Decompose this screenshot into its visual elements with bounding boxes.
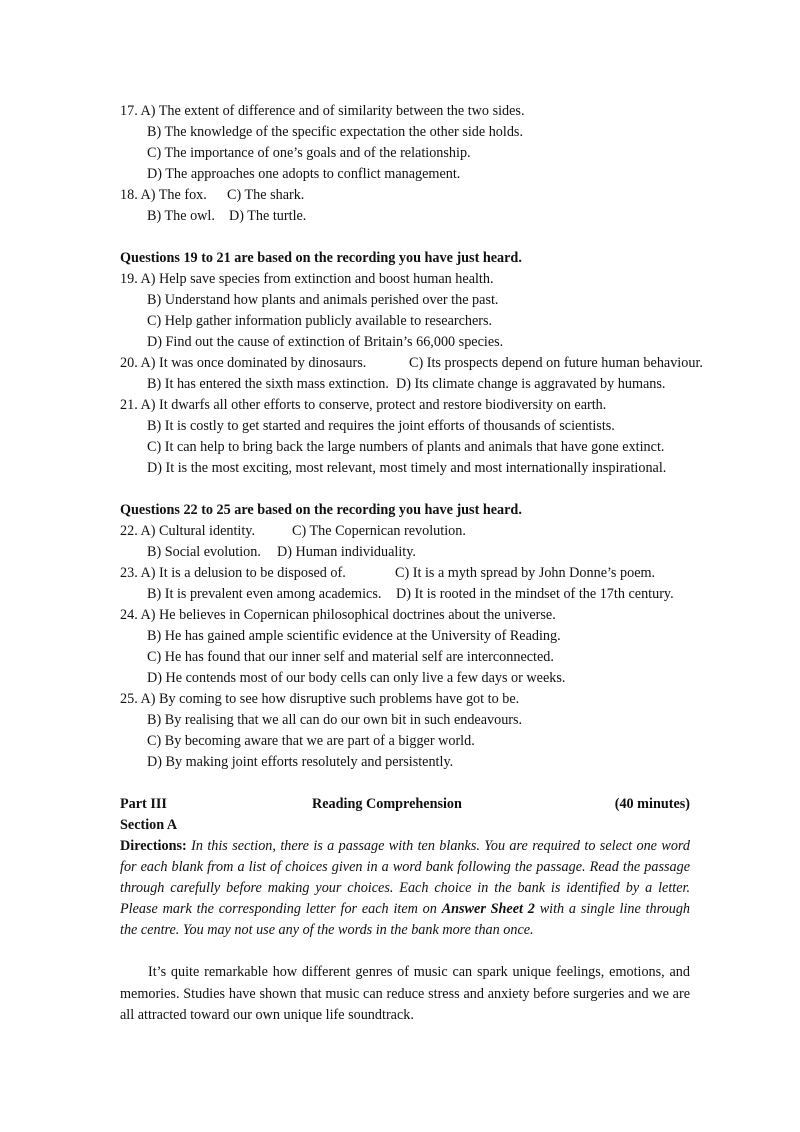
q22-option-b: B) Social evolution. [147, 544, 261, 560]
section-label: Section A [120, 817, 178, 833]
directions-text-2: with a single line through the centre. You may not use any of the words in the bank more than once. [120, 901, 691, 938]
q21-option-c: C) It can help to bring back the large numbers of plants and animals that have gone extinct. [147, 439, 665, 455]
q17-option-a: 17. A) The extent of difference and of similarity between the two sides. [120, 103, 525, 119]
q19-option-c: C) Help gather information publicly available to researchers. [147, 313, 493, 329]
directions [120, 836, 690, 941]
q19-option-d: D) Find out the cause of extinction of Britain’s 66,000 species. [147, 334, 504, 350]
directions-text-1: In this section, there is a passage with ten blanks. You are required to select one word for each blank from a list of choices given in a word bank following the passage. Read the passage through carefully before making your choices. Each choice in the bank is identified by a letter. Please mark the corresponding letter for each item on [120, 838, 691, 917]
directions-label: Directions: [120, 838, 187, 854]
q24-option-a: 24. A) He believes in Copernican philosophical doctrines about the universe. [120, 607, 556, 623]
q18-option-a: 18. A) The fox. [120, 187, 207, 203]
passage-text: It’s quite remarkable how different genres of music can spark unique feelings, emotions, and memories. Studies have shown that music can reduce stress and anxiety before surgeries and we are all attracted toward our own unique life soundtrack. [120, 964, 690, 1023]
q18-row-2 [120, 206, 690, 227]
q19-option-b: B) Understand how plants and animals perished over the past. [147, 292, 499, 308]
q17-option-c: C) The importance of one’s goals and of the relationship. [147, 145, 471, 161]
part-title: Reading Comprehension [312, 796, 462, 812]
q19-option-a: 19. A) Help save species from extinction and boost human health. [120, 271, 494, 287]
q21-option-a: 21. A) It dwarfs all other efforts to conserve, protect and restore biodiversity on earth. [120, 397, 607, 413]
q22-option-c: C) The Copernican revolution. [292, 523, 466, 539]
q22-row-2 [120, 542, 690, 563]
answer-sheet-label: Answer Sheet 2 [441, 901, 535, 917]
q17-option-d: D) The approaches one adopts to conflict management. [147, 166, 461, 182]
q24-option-b: B) He has gained ample scientific evidence at the University of Reading. [147, 628, 561, 644]
q18-option-b: B) The owl. [147, 208, 215, 224]
q21-option-b: B) It is costly to get started and requires the joint efforts of thousands of scientists. [147, 418, 615, 434]
q25-option-d: D) By making joint efforts resolutely and persistently. [147, 754, 454, 770]
q24-option-d: D) He contends most of our body cells can only live a few days or weeks. [147, 670, 566, 686]
part-time: (40 minutes) [614, 796, 690, 812]
q20-option-a: 20. A) It was once dominated by dinosaurs. [120, 355, 367, 371]
q20-row-2 [120, 374, 690, 395]
q21-option-d: D) It is the most exciting, most relevant, most timely and most internationally inspirational. [147, 460, 667, 476]
passage [120, 962, 690, 1027]
part-heading [120, 794, 690, 815]
q17-option-b: B) The knowledge of the specific expectation the other side holds. [147, 124, 523, 140]
q24-option-c: C) He has found that our inner self and material self are interconnected. [147, 649, 554, 665]
q23-row-2 [120, 584, 690, 605]
q18-option-d: D) The turtle. [229, 208, 307, 224]
q20-option-b: B) It has entered the sixth mass extinction. [147, 376, 389, 392]
part-label: Part III [120, 796, 167, 812]
section-heading-19-21: Questions 19 to 21 are based on the recording you have just heard. [120, 250, 522, 266]
q20-option-c: C) Its prospects depend on future human behaviour. [409, 355, 703, 371]
q20-option-d: D) Its climate change is aggravated by humans. [396, 376, 666, 392]
q23-option-c: C) It is a myth spread by John Donne’s poem. [395, 565, 656, 581]
q18-option-c: C) The shark. [227, 187, 305, 203]
q25-option-c: C) By becoming aware that we are part of a bigger world. [147, 733, 475, 749]
page-content [120, 101, 703, 1027]
section-heading-22-25: Questions 22 to 25 are based on the recording you have just heard. [120, 502, 522, 518]
q23-option-b: B) It is prevalent even among academics. [147, 586, 382, 602]
q22-option-a: 22. A) Cultural identity. [120, 523, 256, 539]
q23-option-d: D) It is rooted in the mindset of the 17th century. [396, 586, 674, 602]
q25-option-a: 25. A) By coming to see how disruptive such problems have got to be. [120, 691, 520, 707]
q20-row-1 [120, 353, 703, 374]
q23-option-a: 23. A) It is a delusion to be disposed of. [120, 565, 346, 581]
q22-option-d: D) Human individuality. [277, 544, 416, 560]
q22-row-1 [120, 521, 690, 542]
q25-option-b: B) By realising that we all can do our own bit in such endeavours. [147, 712, 523, 728]
q18-row-1 [120, 185, 690, 206]
q23-row-1 [120, 563, 690, 584]
